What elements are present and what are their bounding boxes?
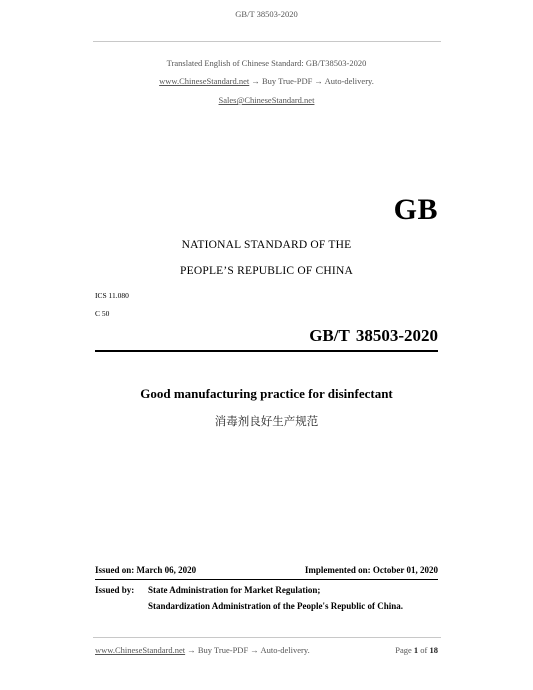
page-current: 1 (413, 645, 419, 655)
implemented-date: Implemented on: October 01, 2020 (304, 565, 438, 575)
document-title-cn: 消毒剂良好生产规范 (214, 414, 319, 428)
issuer-line2: Standardization Administration of the People's Republic of China. (148, 601, 404, 611)
footer-promo (95, 645, 310, 655)
standard-number-rule (95, 350, 438, 352)
issuer-line1: State Administration for Market Regulation; (148, 585, 321, 595)
national-standard-line2: PEOPLE’S REPUBLIC OF CHINA (180, 265, 353, 277)
promo-translated-line: Translated English of Chinese Standard: GB/T38503-2020 (166, 58, 367, 68)
promo-site-link[interactable]: www.ChineseStandard.net (159, 76, 250, 86)
ccs-code: C 50 (95, 309, 110, 318)
ics-code: ICS 11.080 (95, 291, 129, 300)
page-total: 18 (429, 645, 438, 655)
issued-by-label: Issued by: (95, 585, 135, 595)
promo-buy-line (0, 76, 533, 86)
standard-prefix: GB/T (309, 326, 350, 345)
gb-logo: GB (393, 193, 438, 226)
promo-email-link[interactable]: Sales@ChineseStandard.net (218, 95, 315, 105)
issued-date: Issued on: March 06, 2020 (95, 565, 197, 575)
standard-code: 38503-2020 (355, 326, 438, 345)
standard-number (309, 326, 438, 346)
document-title-en: Good manufacturing practice for disinfectant (140, 386, 393, 401)
dates-rule (95, 579, 438, 580)
page-of: of (420, 645, 428, 655)
footer-divider (93, 637, 441, 638)
footer-buy-text: → Buy True-PDF → Auto-delivery. (185, 645, 310, 655)
national-standard-line1: NATIONAL STANDARD OF THE (181, 239, 352, 251)
page-indicator (395, 645, 438, 655)
running-header: GB/T 38503-2020 (235, 9, 298, 19)
promo-email-line (0, 95, 533, 105)
promo-buy-text: → Buy True-PDF → Auto-delivery. (249, 76, 374, 86)
footer-site-link[interactable]: www.ChineseStandard.net (95, 645, 186, 655)
page-label: Page (395, 645, 412, 655)
header-divider (93, 41, 441, 42)
